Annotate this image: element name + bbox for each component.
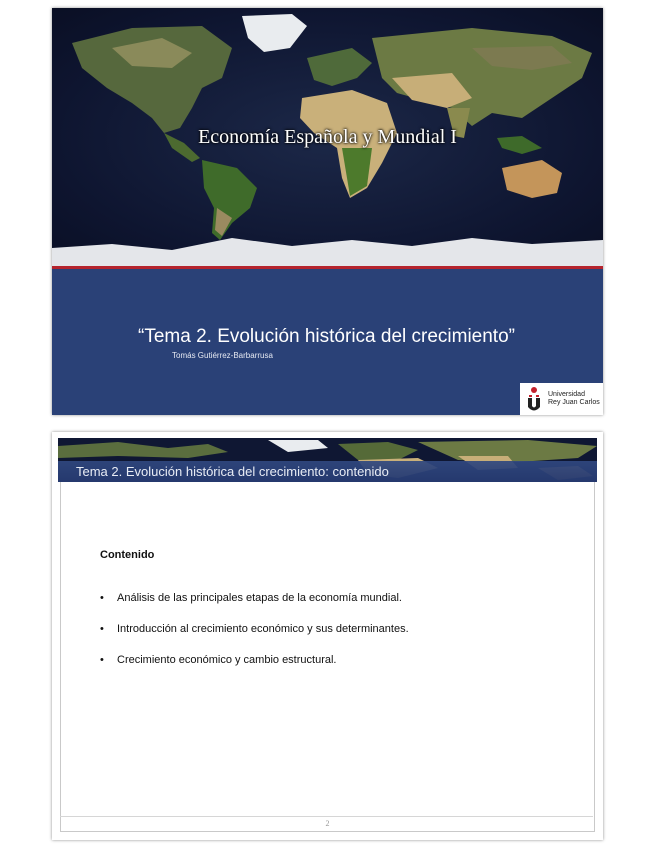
- content-heading: Contenido: [100, 549, 155, 561]
- content-slide: [52, 432, 603, 840]
- logo-text-line1: Universidad: [548, 391, 585, 398]
- content-bullet-list: [100, 592, 409, 685]
- footer-divider: [60, 816, 593, 817]
- title-slide: [52, 8, 603, 415]
- list-item-text: Introducción al crecimiento económico y sus determinantes.: [117, 623, 409, 635]
- world-map-image: [52, 8, 603, 266]
- list-item-text: Análisis de las principales etapas de la economía mundial.: [117, 592, 402, 604]
- subtitle-panel: [52, 269, 603, 415]
- urjc-u-icon: [526, 386, 542, 412]
- list-item: [100, 623, 409, 654]
- list-item: [100, 592, 409, 623]
- university-logo: [520, 383, 603, 415]
- page-number: 2: [325, 819, 330, 828]
- bullet-icon: •: [100, 592, 104, 604]
- bullet-icon: •: [100, 623, 104, 635]
- logo-text-line2: Rey Juan Carlos: [548, 399, 600, 406]
- slide-header-title: Tema 2. Evolución histórica del crecimiento: contenido: [76, 464, 389, 479]
- author-name: Tomás Gutiérrez-Barbarrusa: [172, 351, 273, 360]
- list-item-text: Crecimiento económico y cambio estructural.: [117, 654, 337, 666]
- bullet-icon: •: [100, 654, 104, 666]
- lesson-title: “Tema 2. Evolución histórica del crecimiento”: [138, 326, 515, 347]
- list-item: [100, 654, 409, 685]
- header-banner: [58, 438, 597, 482]
- course-title: Economía Española y Mundial I: [198, 126, 457, 148]
